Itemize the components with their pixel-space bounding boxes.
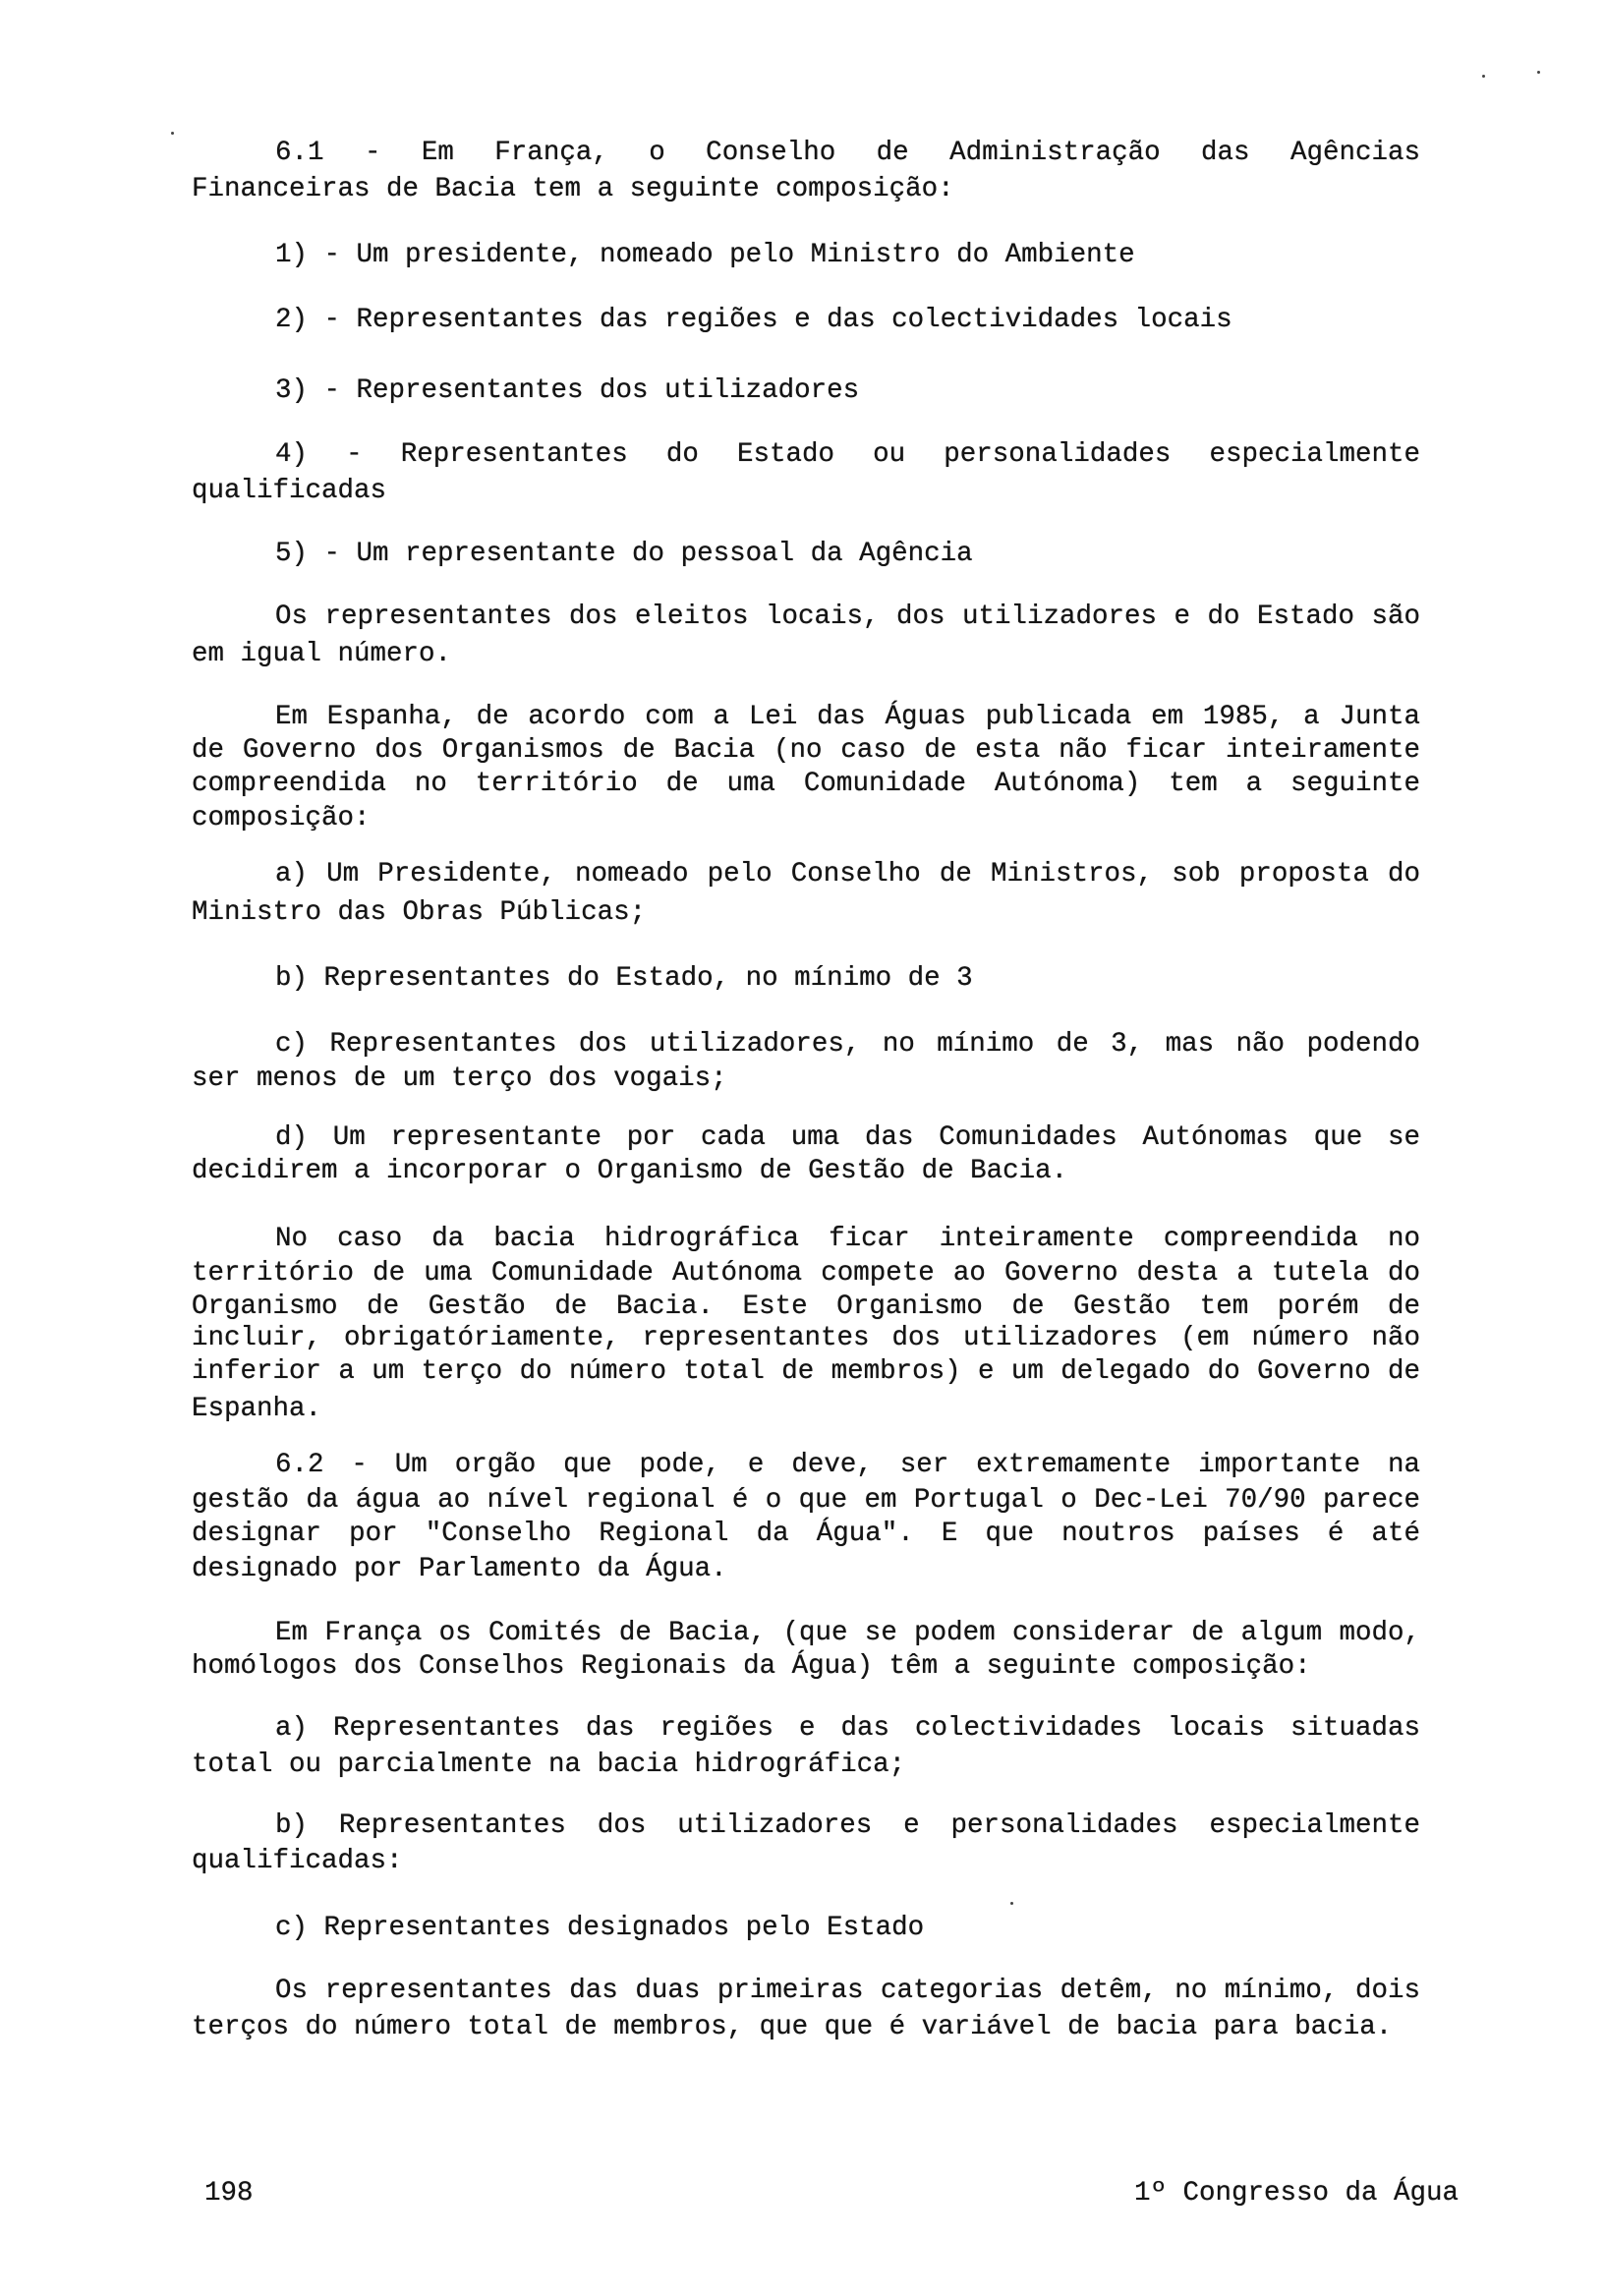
text-line: inferior a um terço do número total de membros) e um delegado do Governo de	[192, 1356, 1420, 1387]
text-line: qualificadas	[192, 476, 387, 506]
text-line: c) Representantes dos utilizadores, no mínimo de 3, mas não podendo	[275, 1029, 1420, 1060]
text-line: 1) - Um presidente, nomeado pelo Ministro do Ambiente	[275, 240, 1135, 270]
text-line: 4) - Representantes do Estado ou personalidades especialmente	[275, 439, 1420, 470]
text-line: b) Representantes do Estado, no mínimo de 3	[275, 963, 973, 994]
text-line: 2) - Representantes das regiões e das colectividades locais	[275, 305, 1232, 335]
text-line: 6.2 - Um orgão que pode, e deve, ser extremamente importante na	[275, 1450, 1420, 1480]
text-line: 6.1 - Em França, o Conselho de Administração das Agências	[275, 138, 1420, 168]
scan-speck	[171, 132, 174, 135]
text-line: total ou parcialmente na bacia hidrográfica;	[192, 1750, 906, 1780]
text-line: composição:	[192, 803, 371, 833]
text-line: Organismo de Gestão de Bacia. Este Organismo de Gestão tem porém de	[192, 1292, 1420, 1322]
scan-speck	[1482, 75, 1485, 78]
page-number: 198	[204, 2178, 254, 2209]
text-line: qualificadas:	[192, 1846, 403, 1876]
text-line: compreendida no território de uma Comunidade Autónoma) tem a seguinte	[192, 769, 1420, 799]
text-line: Espanha.	[192, 1394, 322, 1424]
text-line: Ministro das Obras Públicas;	[192, 897, 647, 928]
text-line: terços do número total de membros, que que é variável de bacia para bacia.	[192, 2012, 1393, 2042]
text-line: Os representantes das duas primeiras categorias detêm, no mínimo, dois	[275, 1976, 1420, 2006]
text-line: Os representantes dos eleitos locais, dos utilizadores e do Estado são	[275, 602, 1420, 632]
text-line: c) Representantes designados pelo Estado	[275, 1913, 925, 1943]
text-line: Financeiras de Bacia tem a seguinte composição:	[192, 174, 954, 204]
text-line: a) Um Presidente, nomeado pelo Conselho de Ministros, sob proposta do	[275, 859, 1420, 890]
text-line: decidirem a incorporar o Organismo de Gestão de Bacia.	[192, 1156, 1068, 1186]
text-line: Em Espanha, de acordo com a Lei das Águas publicada em 1985, a Junta	[275, 702, 1420, 732]
text-line: de Governo dos Organismos de Bacia (no caso de esta não ficar inteiramente	[192, 735, 1420, 766]
text-line: ser menos de um terço dos vogais;	[192, 1063, 727, 1094]
text-line: No caso da bacia hidrográfica ficar inteiramente compreendida no	[275, 1224, 1420, 1254]
text-line: 5) - Um representante do pessoal da Agência	[275, 539, 973, 569]
scan-speck	[1010, 1902, 1013, 1905]
text-line: d) Um representante por cada uma das Comunidades Autónomas que se	[275, 1122, 1420, 1153]
text-line: território de uma Comunidade Autónoma compete ao Governo desta a tutela do	[192, 1258, 1420, 1289]
scan-speck	[1537, 71, 1540, 74]
text-line: a) Representantes das regiões e das colectividades locais situadas	[275, 1713, 1420, 1744]
text-line: designado por Parlamento da Água.	[192, 1554, 727, 1584]
text-line: homólogos dos Conselhos Regionais da Água) têm a seguinte composição:	[192, 1651, 1311, 1682]
footer-title: 1º Congresso da Água	[1133, 2178, 1459, 2209]
text-line: incluir, obrigatóriamente, representantes dos utilizadores (em número não	[192, 1323, 1420, 1353]
text-line: em igual número.	[192, 639, 452, 669]
text-line: Em França os Comités de Bacia, (que se podem considerar de algum modo,	[275, 1618, 1420, 1648]
text-line: 3) - Representantes dos utilizadores	[275, 375, 860, 406]
text-line: gestão da água ao nível regional é o que em Portugal o Dec-Lei 70/90 parece	[192, 1485, 1420, 1516]
text-line: b) Representantes dos utilizadores e personalidades especialmente	[275, 1810, 1420, 1841]
text-line: designar por "Conselho Regional da Água". E que noutros países é até	[192, 1519, 1420, 1549]
